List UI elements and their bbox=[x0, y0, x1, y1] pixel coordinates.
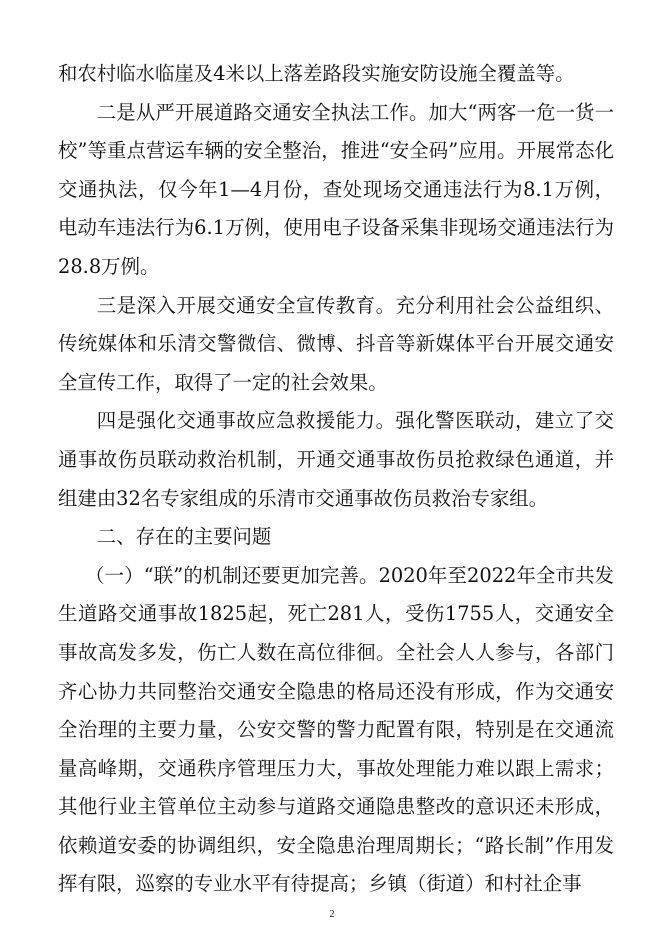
paragraph-emergency-rescue: 四是强化交通事故应急救援能力。强化警医联动，建立了交通事故伤员联动救治机制，开通交通事故伤员抢救绿色通道，并组建由32名专家组成的乐清市交通事故伤员救治专家组。 bbox=[58, 409, 614, 510]
page-number: 2 bbox=[329, 909, 335, 920]
paragraph-mechanism: （一）“联”的机制还要更加完善。2020年至2022年全市共发生道路交通事故1825起，死亡281人，受伤1755人，交通安全事故高发多发，伤亡人数在高位徘徊。全社会人人参与，各部门齐心协力共同整治交通安全隐患的格局还没有形成，作为交通安全治理的主要力量，公安交警的警力配置有限，特别是在交通流量高峰期，交通秩序管理压力大，事故处理能力难以跟上需求；其他行业主管单位主动参与道路交通隐患整改的意识还未形成，依赖道安委的协调组织，安全隐患治理周期长；“路长制”作用发挥有限，巡察的专业水平有待提高；乡镇（街道）和村社企事 bbox=[58, 563, 614, 896]
paragraph-continuation: 和农村临水临崖及4米以上落差路段实施安防设施全覆盖等。 bbox=[58, 62, 575, 85]
paragraph-education: 三是深入开展交通安全宣传教育。充分利用社会公益组织、传统媒体和乐清交警微信、微博、抖音等新媒体平台开展交通安全宣传工作，取得了一定的社会效果。 bbox=[58, 293, 614, 394]
document-body bbox=[58, 55, 614, 904]
paragraph-enforcement: 二是从严开展道路交通安全执法工作。加大“两客一危一货一校”等重点营运车辆的安全整治，推进“安全码”应用。开展常态化交通执法，仅今年1—4月份，查处现场交通违法行为8.1万例，电动车违法行为6.1万例，使用电子设备采集非现场交通违法行为28.8万例。 bbox=[58, 100, 614, 278]
section-heading-problems: 二、存在的主要问题 bbox=[96, 525, 272, 549]
